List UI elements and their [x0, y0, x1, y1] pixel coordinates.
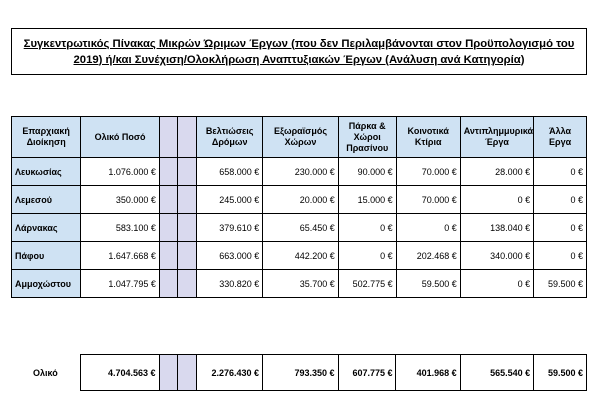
cell-total: 350.000 €	[81, 186, 160, 214]
cell-roads: 663.000 €	[197, 242, 263, 270]
shaded-cell	[159, 355, 178, 391]
shaded-cell	[178, 158, 197, 186]
cell-flood: 340.000 €	[460, 242, 533, 270]
header-district: Επαρχιακή Διοίκηση	[12, 117, 81, 158]
cell-total: 583.100 €	[81, 214, 160, 242]
cell-landscaping: 65.450 €	[263, 214, 338, 242]
cell-total: 1.047.795 €	[81, 270, 160, 298]
shaded-cell	[159, 270, 178, 298]
totals-label: Ολικό	[33, 367, 58, 378]
cell-roads: 658.000 €	[197, 158, 263, 186]
header-parks: Πάρκα & Χώροι Πρασίνου	[338, 117, 396, 158]
shaded-cell	[178, 355, 197, 391]
cell-total: 1.647.668 €	[81, 242, 160, 270]
cell-buildings: 59.500 €	[396, 270, 460, 298]
cell-landscaping: 35.700 €	[263, 270, 338, 298]
header-buildings: Κοινοτικά Κτίρια	[396, 117, 460, 158]
total-landscaping: 793.350 €	[262, 355, 338, 391]
cell-flood: 0 €	[460, 270, 533, 298]
cell-roads: 330.820 €	[197, 270, 263, 298]
totals-table	[11, 354, 587, 391]
total-sum: 4.704.563 €	[80, 355, 159, 391]
cell-flood: 138.040 €	[460, 214, 533, 242]
category-table	[11, 116, 587, 298]
district-name: Αμμοχώστου	[12, 270, 81, 298]
total-parks: 607.775 €	[338, 355, 396, 391]
district-name: Λάρνακας	[12, 214, 81, 242]
cell-other: 0 €	[534, 242, 587, 270]
table-row	[12, 158, 587, 186]
cell-parks: 15.000 €	[338, 186, 396, 214]
shaded-cell	[178, 270, 197, 298]
cell-total: 1.076.000 €	[81, 158, 160, 186]
header-landscaping: Εξωραϊσμός Χώρων	[263, 117, 338, 158]
title-box	[11, 28, 587, 75]
shaded-cell	[159, 186, 178, 214]
cell-flood: 0 €	[460, 186, 533, 214]
total-roads: 2.276.430 €	[196, 355, 262, 391]
table-row	[12, 214, 587, 242]
table-row	[12, 242, 587, 270]
district-name: Λευκωσίας	[12, 158, 81, 186]
cell-other: 0 €	[534, 158, 587, 186]
cell-buildings: 0 €	[396, 214, 460, 242]
shaded-cell	[178, 214, 197, 242]
cell-landscaping: 230.000 €	[263, 158, 338, 186]
cell-parks: 502.775 €	[338, 270, 396, 298]
cell-other: 0 €	[534, 214, 587, 242]
cell-buildings: 202.468 €	[396, 242, 460, 270]
district-name: Λεμεσού	[12, 186, 81, 214]
header-row	[12, 117, 587, 158]
cell-buildings: 70.000 €	[396, 158, 460, 186]
cell-parks: 0 €	[338, 214, 396, 242]
cell-flood: 28.000 €	[460, 158, 533, 186]
district-name: Πάφου	[12, 242, 81, 270]
header-flood: Αντιπλημμυρικά Έργα	[460, 117, 533, 158]
document-title: Συγκεντρωτικός Πίνακας Μικρών Ώριμων Έργων (που δεν Περιλαμβάνονται στον Προϋπολογισμό του 2019) ή/και Συνέχιση/Ολοκλήρωση Αναπτυξιακών Έργων (Ανάλυση ανά Κατηγορία)	[23, 37, 575, 66]
cell-buildings: 70.000 €	[396, 186, 460, 214]
shaded-cell	[159, 242, 178, 270]
cell-landscaping: 20.000 €	[263, 186, 338, 214]
shaded-cell	[178, 242, 197, 270]
totals-row	[11, 355, 587, 391]
cell-roads: 245.000 €	[197, 186, 263, 214]
header-roads: Βελτιώσεις Δρόμων	[197, 117, 263, 158]
table-row	[12, 186, 587, 214]
total-buildings: 401.968 €	[396, 355, 460, 391]
header-total: Ολικό Ποσό	[81, 117, 160, 158]
total-other: 59.500 €	[534, 355, 587, 391]
shaded-cell	[178, 117, 197, 158]
table-row	[12, 270, 587, 298]
cell-landscaping: 442.200 €	[263, 242, 338, 270]
cell-other: 0 €	[534, 186, 587, 214]
cell-other: 59.500 €	[534, 270, 587, 298]
shaded-cell	[159, 158, 178, 186]
cell-roads: 379.610 €	[197, 214, 263, 242]
cell-parks: 0 €	[338, 242, 396, 270]
shaded-cell	[159, 117, 178, 158]
shaded-cell	[178, 186, 197, 214]
shaded-cell	[159, 214, 178, 242]
cell-parks: 90.000 €	[338, 158, 396, 186]
total-flood: 565.540 €	[460, 355, 533, 391]
header-other: Άλλα Εργα	[534, 117, 587, 158]
